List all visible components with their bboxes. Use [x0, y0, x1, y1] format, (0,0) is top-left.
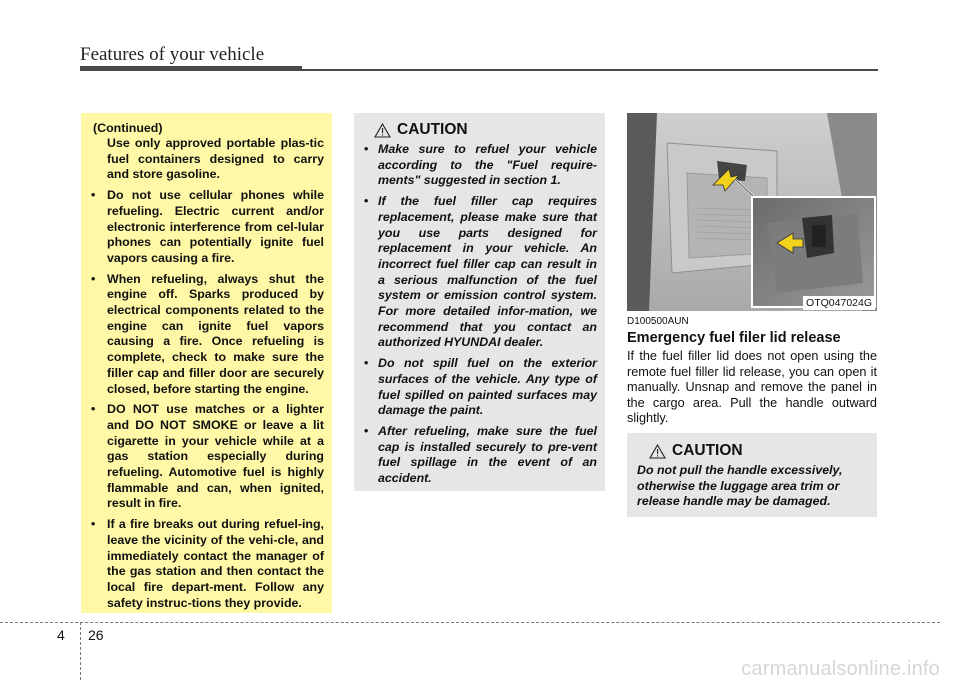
- bullet: •: [364, 356, 369, 371]
- bullet: •: [364, 142, 369, 156]
- section-title: Emergency fuel filer lid release: [627, 330, 841, 346]
- bullet: •: [364, 194, 369, 209]
- caution-heading: [374, 121, 597, 139]
- footer-divider: [0, 622, 940, 623]
- caution-item: [364, 194, 597, 351]
- section-body: If the fuel filler lid does not open using the remote fuel filler lid release, you can open it manually. Unsnap and remove the panel in the cargo area. Pull the handle outward slightly.: [627, 349, 877, 426]
- caution-text: Make sure to refuel your vehicle according to the "Fuel require-ments" suggested in section 1.: [378, 142, 597, 188]
- warning-text: Use only approved portable plas-tic fuel containers designed to carry and store gasoline.: [107, 136, 324, 182]
- page-number: 26: [88, 627, 104, 643]
- warning-triangle-icon: [374, 123, 391, 138]
- continued-warning-box: [81, 113, 332, 613]
- bullet: •: [91, 188, 96, 203]
- header-rule-thin: [302, 69, 878, 71]
- watermark: carmanualsonline.info: [741, 658, 940, 680]
- caution-text: Do not spill fuel on the exterior surfaces of the vehicle. Any type of fuel spilled on painted surfaces may damage the paint.: [378, 356, 597, 418]
- caution-text: If the fuel filler cap requires replacement, please make sure that you use parts designed for replacement in your vehicle. An incorrect fuel filler cap can result in a serious malfunction of the fuel system or emission control system. For more detailed infor-mation, we recommend that you contact an authorized HYUNDAI dealer.: [378, 194, 597, 350]
- warning-item: [91, 517, 324, 611]
- header-rule: [80, 66, 302, 71]
- caution-box-fuel: [354, 113, 605, 491]
- caution-text: After refueling, make sure the fuel cap is installed securely to pre-vent fuel spillage in the event of an accident.: [378, 423, 597, 486]
- caution-item: [364, 142, 597, 189]
- warning-triangle-icon: [649, 444, 666, 459]
- caution-box-handle: [627, 433, 877, 517]
- bullet: •: [91, 402, 96, 417]
- page-header-title: Features of your vehicle: [80, 44, 265, 65]
- caution-title: CAUTION: [672, 442, 743, 459]
- warning-list: [91, 136, 324, 611]
- caution-title: CAUTION: [397, 121, 468, 138]
- caution-text: Do not pull the handle excessively, otherwise the luggage area trim or release handle may be damaged.: [637, 463, 843, 509]
- section-code: D100500AUN: [627, 316, 689, 327]
- warning-item: [91, 188, 324, 267]
- bullet: •: [91, 517, 96, 532]
- chapter-number: 4: [57, 627, 65, 643]
- warning-item: [91, 402, 324, 512]
- warning-text: If a fire breaks out during refuel-ing, leave the vicinity of the vehi-cle, and immediately contact the manager of the gas station and then contact the local fire depart-ment. Follow any safety instruc-tions they provide.: [107, 517, 324, 610]
- figure-code: OTQ047024G: [803, 296, 875, 310]
- caution-item: [364, 424, 597, 487]
- footer-page-divider: [80, 622, 81, 680]
- warning-item: [91, 272, 324, 398]
- fuel-lid-release-photo: [627, 113, 877, 311]
- caution-item: [364, 356, 597, 419]
- bullet: •: [364, 423, 369, 438]
- warning-text: Do not use cellular phones while refueling. Electric current and/or electronic interference from cel-lular phones can potentially ignite fuel vapors causing a fire.: [107, 188, 324, 265]
- caution-list: [364, 142, 597, 487]
- cargo-panel-illustration: [627, 113, 877, 311]
- warning-text: When refueling, always shut the engine off. Sparks produced by electrical components related to the engine can ignite fuel vapors causing a fire. Once refueling is complete, check to make sure the filler cap and filler door are securely closed, before starting the engine.: [107, 271, 324, 396]
- warning-text: DO NOT use matches or a lighter and DO NOT SMOKE or leave a lit cigarette in your vehicle while at a gas station especially during refueling. Automotive fuel is highly flammable and can, when ignited, result in fire.: [107, 402, 324, 511]
- warning-item: [91, 136, 324, 183]
- caution-heading: [649, 442, 869, 460]
- bullet: •: [91, 271, 96, 286]
- continued-label: (Continued): [93, 121, 163, 135]
